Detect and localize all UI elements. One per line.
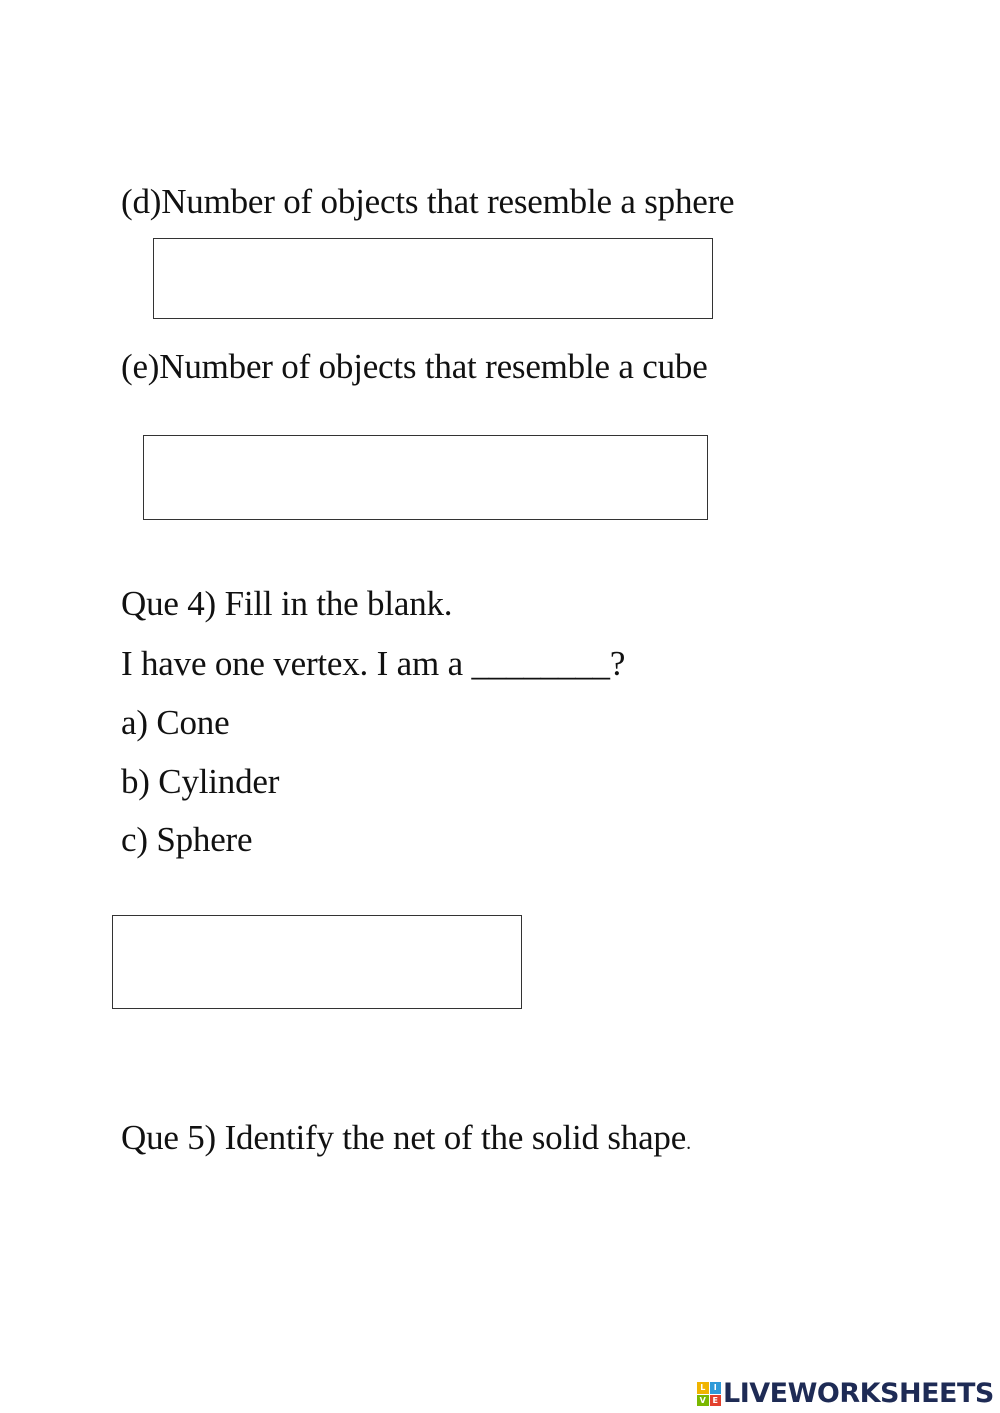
question-4-prompt: I have one vertex. I am a ________? [121, 644, 626, 683]
question-e-label: (e)Number of objects that resemble a cube [121, 347, 708, 386]
logo-letter-l: L [697, 1382, 709, 1394]
question-d-answer-box[interactable] [153, 238, 713, 319]
question-4-heading: Que 4) Fill in the blank. [121, 584, 453, 623]
logo-letter-v: V [697, 1395, 709, 1407]
question-5-heading-text: Que 5) Identify the net of the solid shape [121, 1118, 687, 1157]
question-5-heading [121, 1118, 691, 1163]
question-4-answer-box[interactable] [112, 915, 522, 1009]
question-4-option-a: a) Cone [121, 703, 230, 742]
question-d-label: (d)Number of objects that resemble a sphere [121, 182, 735, 221]
logo-letter-i: I [710, 1382, 722, 1394]
question-e-answer-box[interactable] [143, 435, 708, 520]
liveworksheets-branding [697, 1378, 994, 1410]
question-5-trailing-period: . [686, 1132, 691, 1154]
question-4-option-b: b) Cylinder [121, 762, 280, 801]
liveworksheets-wordmark: LIVEWORKSHEETS [723, 1378, 994, 1409]
logo-letter-e: E [710, 1395, 722, 1407]
liveworksheets-logo-icon [697, 1382, 721, 1406]
question-4-option-c: c) Sphere [121, 820, 253, 859]
